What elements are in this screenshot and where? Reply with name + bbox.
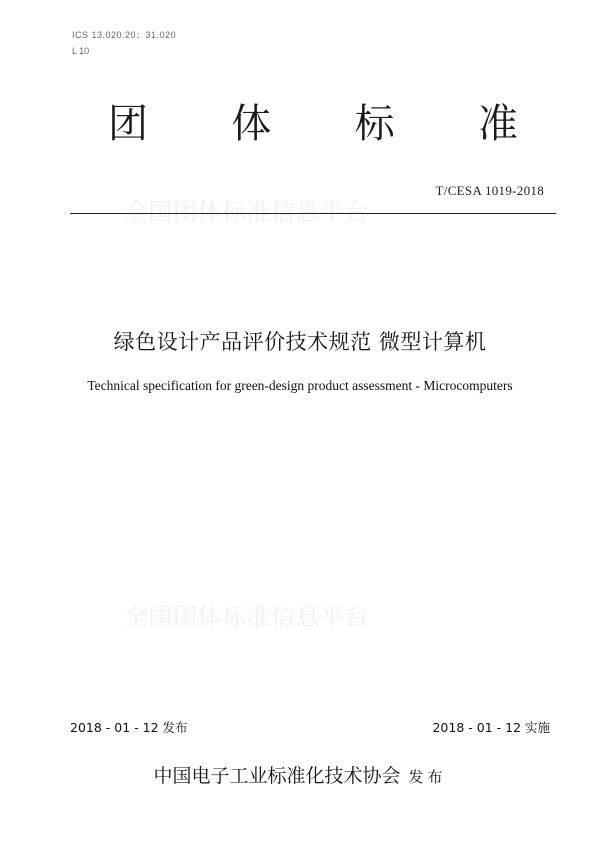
standard-type-char: 团 bbox=[108, 101, 148, 147]
ccs-code: L 10 bbox=[72, 46, 90, 56]
standard-type-char: 标 bbox=[354, 101, 395, 147]
standard-type-char: 准 bbox=[477, 101, 518, 147]
ics-code: ICS 13.020.20；31.020 bbox=[72, 30, 177, 40]
publish-date: 2018 - 01 - 12 发布 bbox=[70, 720, 188, 735]
issuer-verb: 发布 bbox=[408, 768, 447, 786]
document-title-english: Technical specification for green-design product assessment - Microcomputers bbox=[87, 378, 513, 393]
standard-type-heading bbox=[108, 96, 518, 152]
issuer-name: 中国电子工业标准化技术协会 bbox=[153, 765, 401, 787]
issuer-line bbox=[0, 761, 600, 788]
implementation-date: 2018 - 01 - 12 实施 bbox=[432, 720, 550, 735]
standard-type-char: 体 bbox=[231, 101, 272, 147]
document-title-chinese: 绿色设计产品评价技术规范 微型计算机 bbox=[113, 330, 487, 354]
watermark-top: 全国团体标准信息平台 bbox=[124, 198, 369, 226]
watermark-middle: 全国团体标准信息平台 bbox=[124, 603, 369, 631]
standard-number: T/CESA 1019-2018 bbox=[435, 183, 544, 198]
